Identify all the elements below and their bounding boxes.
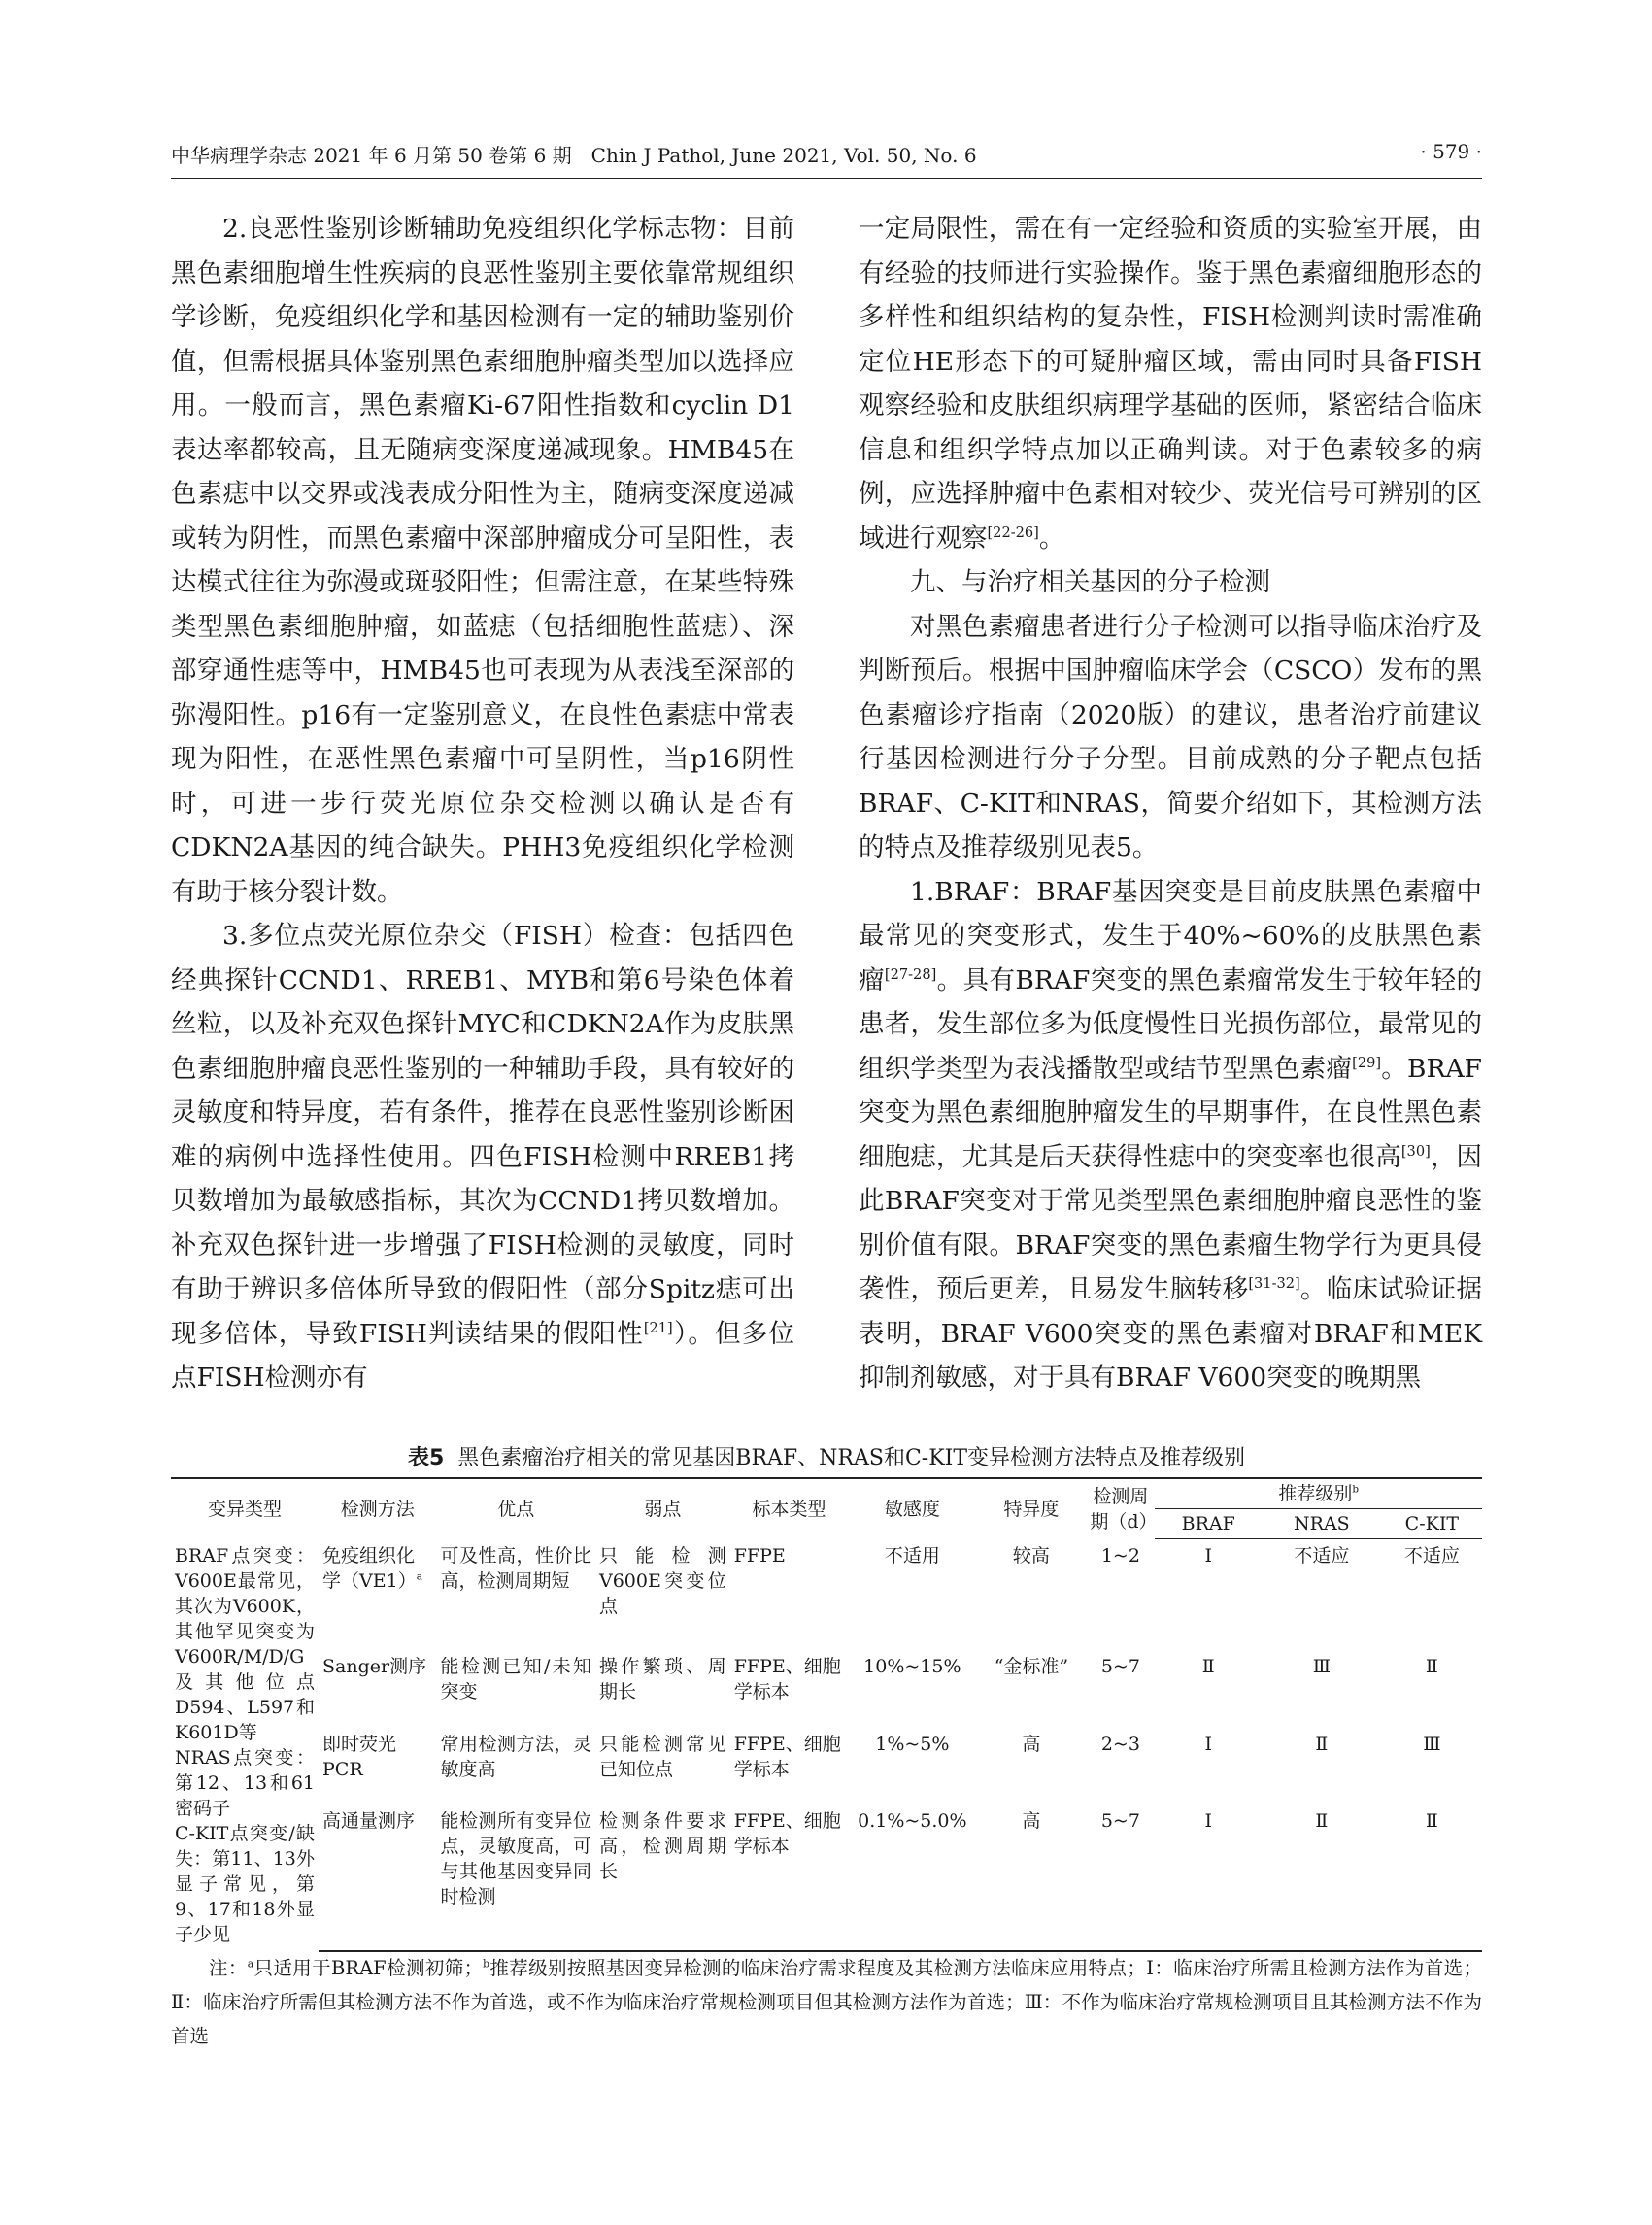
left-column xyxy=(171,207,794,1400)
header-sample-type: 标本类型 xyxy=(730,1478,849,1539)
weaknesses-cell: 只能检测常见已知位点 xyxy=(598,1733,726,1780)
header-variant-type: 变异类型 xyxy=(171,1478,319,1539)
fish-cont-text: 一定局限性，需在有一定经验和资质的实验室开展，由有经验的技师进行实验操作。鉴于黑色素瘤细胞形态的多样性和组织结构的复杂性，FISH检测判读时需准确定位HE形态下的可疑肿瘤区域，需由同时具备FISH观察经验和皮肤组织病理学基础的医师，紧密结合临床信息和组织学特点加以正确判读。对于色素较多的病例，应选择肿瘤中色素相对较少、荧光信号可辨别的区域进行观察 xyxy=(859,214,1482,554)
sample-cell: FFPE、细胞学标本 xyxy=(733,1733,841,1780)
braf-level-cell: Ⅰ xyxy=(1155,1804,1262,1950)
sensitivity-cell: 不适用 xyxy=(884,1544,940,1567)
header-nras: NRAS xyxy=(1262,1509,1382,1539)
table-notes xyxy=(171,1951,1482,2053)
nras-level-cell: Ⅲ xyxy=(1312,1655,1332,1677)
citation-21: [21] xyxy=(643,1319,673,1336)
advantages-cell: 能检测已知/未知突变 xyxy=(440,1655,591,1702)
paragraph-braf xyxy=(859,870,1482,1400)
nras-level-cell: Ⅱ xyxy=(1262,1804,1382,1950)
paragraph-molecular-intro: 对黑色素瘤患者进行分子检测可以指导临床治疗及判断预后。根据中国肿瘤临床学会（CSCO）发布的黑色素瘤诊疗指南（2020版）的建议，患者治疗前建议行基因检测进行分子分型。目前成熟的分子靶点包括BRAF、C-KIT和NRAS，简要介绍如下，其检测方法的特点及推荐级别见表5。 xyxy=(859,611,1482,862)
header-sensitivity: 敏感度 xyxy=(848,1478,976,1539)
ckit-level-cell: Ⅲ xyxy=(1423,1733,1441,1755)
sensitivity-cell: 0.1%~5.0% xyxy=(848,1804,976,1950)
specificity-cell: 较高 xyxy=(1012,1544,1050,1567)
period-cell: 5~7 xyxy=(1086,1804,1155,1950)
advantages-cell: 常用检测方法，灵敏度高 xyxy=(440,1733,591,1780)
table-row xyxy=(171,1728,1482,1805)
method-cell: 免疫组织化学$(VE1)^a$ xyxy=(322,1544,422,1592)
braf-text-c: 。BRAF突变为黑色素细胞肿瘤发生的早期事件，在良性黑色素细胞痣，尤其是后天获得性痣中的突变率也很高 xyxy=(859,1053,1483,1172)
table-title: 黑色素瘤治疗相关的常见基因BRAF、NRAS和C-KIT变异检测方法特点及推荐级别 xyxy=(457,1446,1246,1470)
ckit-level-cell: Ⅱ xyxy=(1425,1655,1438,1677)
braf-text-e: 。临床试验证据表明，BRAF V600突变的黑色素瘤对BRAF和MEK抑制剂敏感，对于具有BRAF V600突变的晚期黑 xyxy=(859,1274,1483,1393)
nras-level-cell: Ⅱ xyxy=(1315,1733,1329,1755)
fish-text: 3.多位点荧光原位杂交（FISH）检查：包括四色经典探针CCND1、RREB1、MYB和第6号染色体着丝粒，以及补充双色探针MYC和CDKN2A作为皮肤黑色素细胞肿瘤良恶性鉴别的一种辅助手段，具有较好的灵敏度和特异度，若有条件，推荐在良恶性鉴别诊断困难的病例中选择性使用。四色FISH检测中RREB1拷贝数增加为最敏感指标，其次为CCND1拷贝数增加。补充双色探针进一步增强了FISH检测的灵敏度，同时有助于辨识多倍体所导致的假阳性（部分Spitz痣可出现多倍体，导致FISH判读结果的假阳性 xyxy=(171,921,794,1349)
citation-22-26: [22-26] xyxy=(987,523,1039,541)
braf-text-d: ，因此BRAF突变对于常见类型黑色素细胞肿瘤良恶性的鉴别价值有限。BRAF突变的黑色素瘤生物学行为更具侵袭性，预后更差，且易发生脑转移 xyxy=(859,1141,1483,1304)
specificity-cell: “金标准” xyxy=(994,1655,1069,1677)
weaknesses-cell: 操作繁琐、周期长 xyxy=(598,1655,726,1702)
method-cell: 即时荧光PCR xyxy=(322,1733,397,1780)
table-row xyxy=(171,1804,1482,1950)
citation-29: [29] xyxy=(1352,1054,1382,1071)
sample-cell: FFPE、细胞学标本 xyxy=(733,1655,841,1702)
variant-types-cell xyxy=(171,1539,319,1951)
right-column xyxy=(859,207,1482,1400)
nras-level-cell: 不适应 xyxy=(1294,1545,1350,1567)
sensitivity-cell: 10%~15% xyxy=(863,1655,961,1677)
header-braf: BRAF xyxy=(1155,1509,1262,1539)
ckit-level-cell: 不适应 xyxy=(1403,1545,1460,1567)
period-cell: 5~7 xyxy=(1100,1655,1140,1677)
method-cell: Sanger测序 xyxy=(322,1655,427,1677)
header-period: 检测周期（d） xyxy=(1086,1478,1155,1539)
header-specificity: 特异度 xyxy=(976,1478,1086,1539)
weaknesses-cell: 检测条件要求高，检测周期长 xyxy=(595,1804,730,1950)
header-advantages: 优点 xyxy=(437,1478,595,1539)
variant-nras: NRAS点突变：第12、13和61密码子 xyxy=(175,1746,316,1819)
citation-31-32: [31-32] xyxy=(1248,1275,1300,1293)
paragraph-ihc-markers: 2.良恶性鉴别诊断辅助免疫组织化学标志物：目前黑色素细胞增生性疾病的良恶性鉴别主要依靠常规组织学诊断，免疫组织化学和基因检测有一定的辅助鉴别价值，但需根据具体鉴别黑色素细胞肿瘤类型加以选择应用。一般而言，黑色素瘤Ki-67阳性指数和cyclin D1表达率都较高，且无随病变深度递减现象。HMB45在色素痣中以交界或浅表成分阳性为主，随病变深度递减或转为阴性，而黑色素瘤中深部肿瘤成分可呈阳性，表达模式往往为弥漫或斑驳阳性；但需注意，在某些特殊类型黑色素细胞肿瘤，如蓝痣（包括细胞性蓝痣）、深部穿通性痣等中，HMB45也可表现为从表浅至深部的弥漫阳性。p16有一定鉴别意义，在良性色素痣中常表现为阳性，在恶性黑色素瘤中可呈阴性，当p16阴性时，可进一步行荧光原位杂交检测以确认是否有CDKN2A基因的纯合缺失。PHH3免疫组织化学检测有助于核分裂计数。 xyxy=(171,214,794,907)
table-row xyxy=(171,1650,1482,1728)
period-cell: 2~3 xyxy=(1100,1733,1140,1755)
braf-text-a: 1.BRAF：BRAF基因突变是目前皮肤黑色素瘤中最常见的突变形式，发生于40%~60%的皮肤黑色素瘤 xyxy=(859,876,1482,995)
fish-text-tail: ）。但多位点FISH检测亦有 xyxy=(171,1318,795,1393)
braf-text-b: 。具有BRAF突变的黑色素瘤常发生于较年轻的患者，发生部位多为低度慢性日光损伤部位，最常见的组织学类型为表浅播散型或结节型黑色素瘤 xyxy=(859,964,1483,1084)
advantages-cell: 能检测所有变异位点，灵敏度高，可与其他基因变异同时检测 xyxy=(437,1804,595,1950)
method-cell: 高通量测序 xyxy=(319,1804,437,1950)
running-header xyxy=(171,136,1482,171)
sensitivity-cell: 1%~5% xyxy=(875,1733,950,1755)
citation-27-28: [27-28] xyxy=(884,965,937,983)
header-method: 检测方法 xyxy=(319,1478,437,1539)
page-number: · 579 · xyxy=(1420,140,1482,163)
braf-level-cell: Ⅰ xyxy=(1204,1545,1212,1567)
paragraph-fish-continued xyxy=(859,207,1482,560)
header-ckit: C-KIT xyxy=(1382,1509,1482,1539)
braf-level-cell: Ⅰ xyxy=(1204,1733,1212,1755)
advantages-cell: 可及性高，性价比高，检测周期短 xyxy=(440,1544,591,1592)
header-weaknesses: 弱点 xyxy=(595,1478,730,1539)
variant-braf: BRAF点突变：V600E最常见，其次为V600K，其他罕见突变为V600R/M/D/G及其他位点D594、L597和K601D等 xyxy=(175,1544,316,1743)
header-recommendation: 推荐级别$^b$ xyxy=(1155,1478,1482,1509)
table-row xyxy=(171,1539,1482,1650)
sample-cell: FFPE xyxy=(733,1544,786,1567)
table-caption xyxy=(171,1441,1482,1471)
journal-citation: 中华病理学杂志 2021 年 6 月第 50 卷第 6 期 Chin J Pathol, June 2021, Vol. 50, No. 6 xyxy=(171,144,977,167)
table-label: 表5 xyxy=(407,1446,445,1470)
weaknesses-cell: 只能检测V600E突变位点 xyxy=(598,1544,726,1617)
ckit-level-cell: Ⅱ xyxy=(1382,1804,1482,1950)
specificity-cell: 高 xyxy=(976,1804,1086,1950)
fish-cont-tail: 。 xyxy=(1038,523,1065,554)
specificity-cell: 高 xyxy=(1022,1733,1041,1755)
citation-30: [30] xyxy=(1400,1142,1431,1160)
period-cell: 1~2 xyxy=(1100,1544,1140,1567)
table-footnote: 注：$^a$只适用于BRAF检测初筛；$^b$推荐级别按照基因变异检测的临床治疗需求程度及其检测方法临床应用特点；Ⅰ：临床治疗所需且检测方法作为首选；Ⅱ：临床治疗所需但其检测方法不作为首选，或不作为临床治疗常规检测项目但其检测方法作为首选；Ⅲ：不作为临床治疗常规检测项目且其检测方法不作为首选 xyxy=(171,1957,1482,2047)
section-heading-molecular: 九、与治疗相关基因的分子检测 xyxy=(910,567,1270,597)
paragraph-fish xyxy=(171,914,794,1400)
sample-cell: FFPE、细胞学标本 xyxy=(730,1804,849,1950)
table-5 xyxy=(171,1477,1482,1952)
variant-ckit: C-KIT点突变/缺失：第11、13外显子常见，第9、17和18外显子少见 xyxy=(175,1822,316,1945)
braf-level-cell: Ⅱ xyxy=(1201,1655,1215,1677)
header-rule xyxy=(171,178,1482,179)
